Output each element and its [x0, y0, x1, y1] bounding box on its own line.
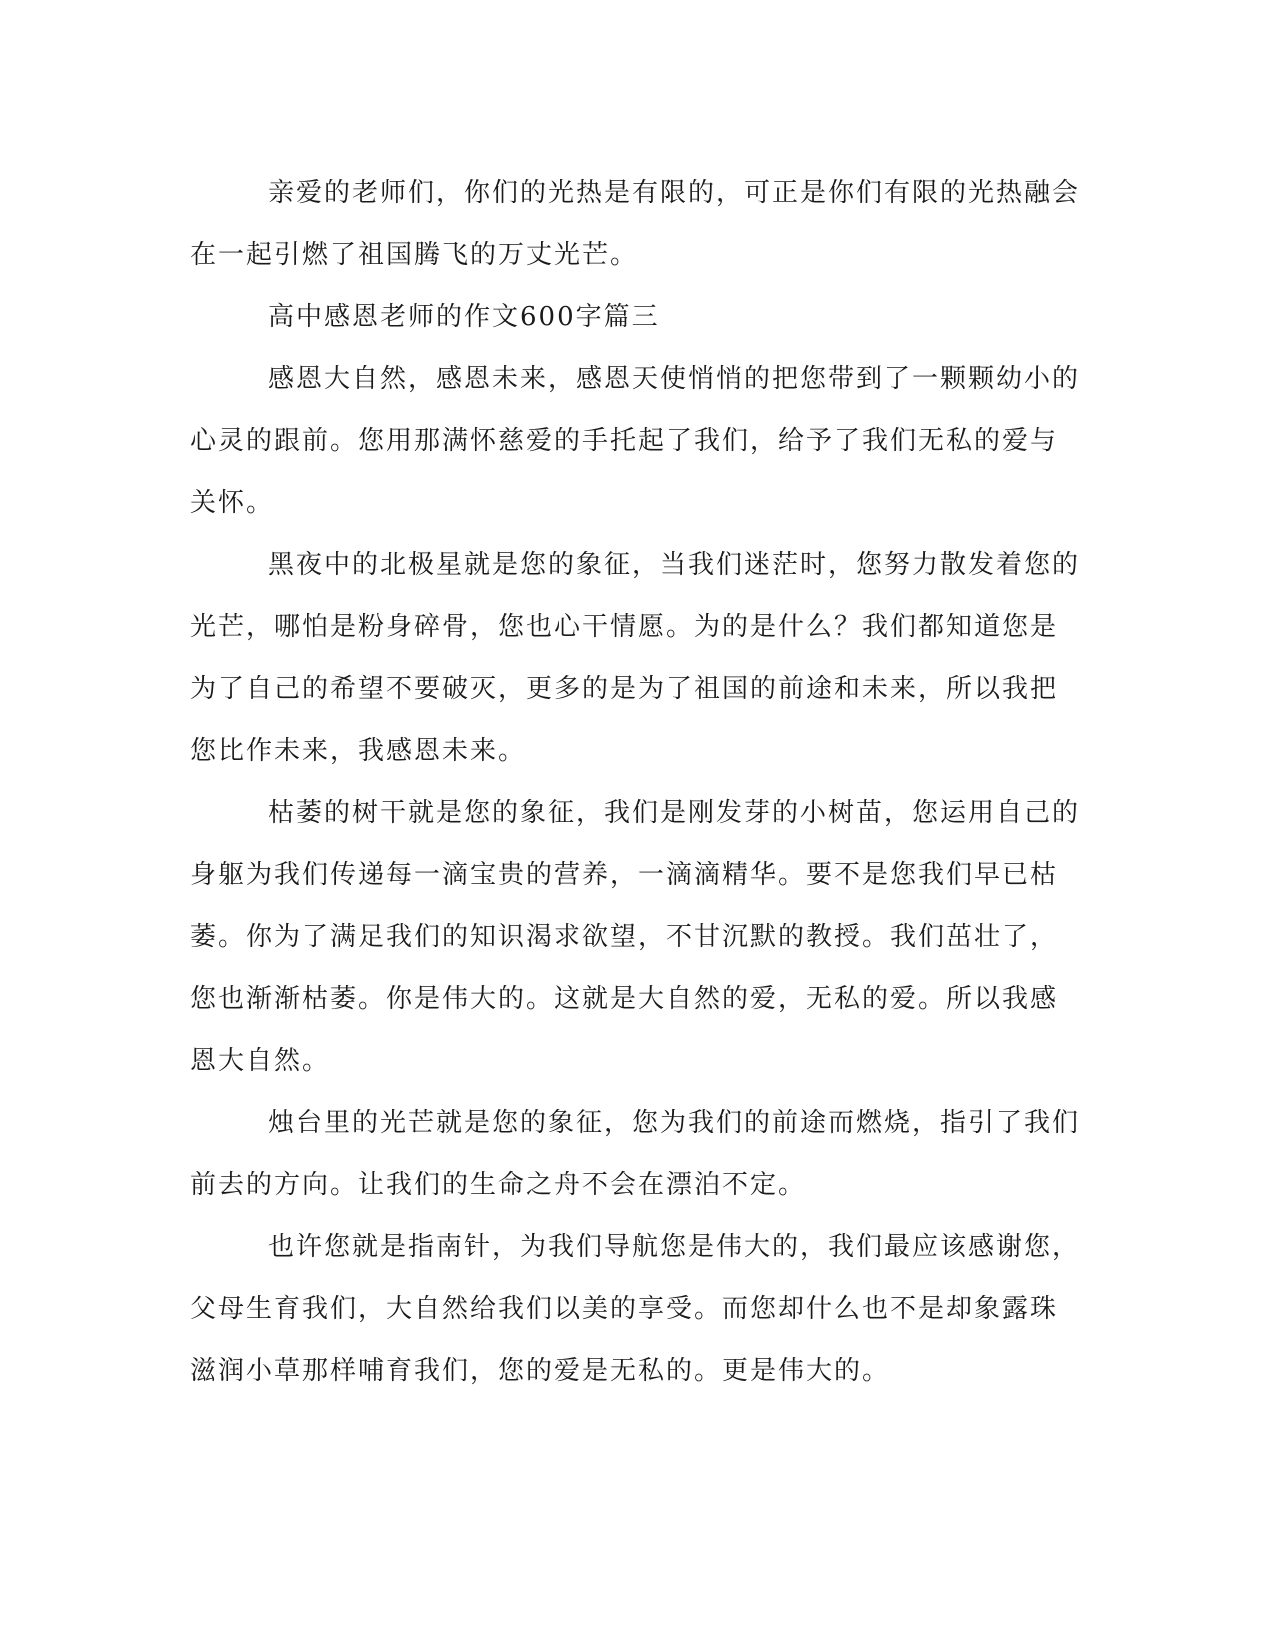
paragraph-tree-trunk: 枯萎的树干就是您的象征，我们是刚发芽的小树苗，您运用自己的身躯为我们传递每一滴宝贵的营养，一滴滴精华。要不是您我们早已枯萎。你为了满足我们的知识渴求欲望，不甘沉默的教授。我们茁壮了，您也渐渐枯萎。你是伟大的。这就是大自然的爱，无私的爱。所以我感恩大自然。 — [190, 798, 1081, 1076]
paragraph-intro: 亲爱的老师们，你们的光热是有限的，可正是你们有限的光热融会在一起引燃了祖国腾飞的万丈光芒。 — [190, 178, 1081, 270]
section-heading: 高中感恩老师的作文600字篇三 — [268, 302, 660, 332]
paragraph-candle: 烛台里的光芒就是您的象征，您为我们的前途而燃烧，指引了我们前去的方向。让我们的生命之舟不会在漂泊不定。 — [190, 1108, 1081, 1200]
paragraph-compass: 也许您就是指南针，为我们导航您是伟大的，我们最应该感谢您，父母生育我们，大自然给我们以美的享受。而您却什么也不是却象露珠滋润小草那样哺育我们，您的爱是无私的。更是伟大的。 — [190, 1232, 1081, 1386]
document-body — [190, 162, 1080, 1402]
paragraph-north-star: 黑夜中的北极星就是您的象征，当我们迷茫时，您努力散发着您的光芒，哪怕是粉身碎骨，您也心干情愿。为的是什么？我们都知道您是为了自己的希望不要破灭，更多的是为了祖国的前途和未来，所以我把您比作未来，我感恩未来。 — [190, 550, 1081, 766]
paragraph-gratitude: 感恩大自然，感恩未来，感恩天使悄悄的把您带到了一颗颗幼小的心灵的跟前。您用那满怀慈爱的手托起了我们，给予了我们无私的爱与关怀。 — [190, 364, 1081, 518]
